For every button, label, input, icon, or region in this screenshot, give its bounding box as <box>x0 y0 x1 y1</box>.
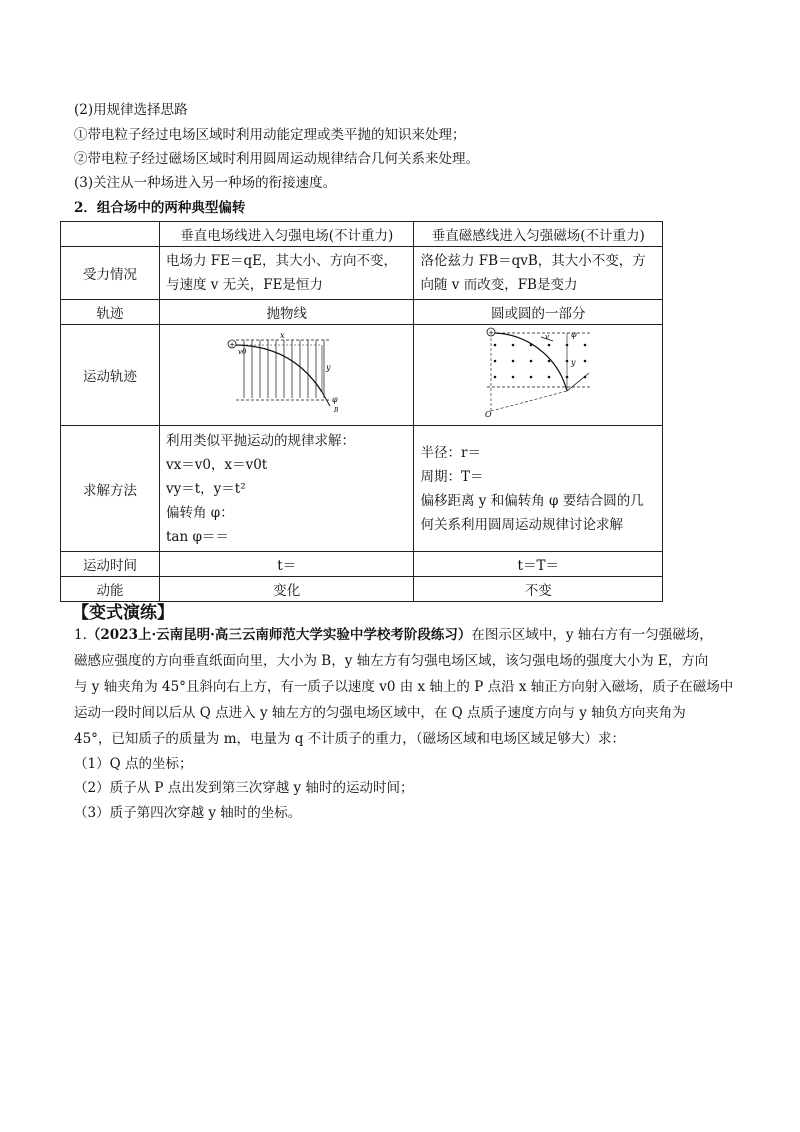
method-electric-line-3: vy＝t，y＝t² <box>166 480 246 497</box>
table-row <box>61 325 663 426</box>
table-row <box>61 552 663 577</box>
v0-label: v0 <box>237 348 247 356</box>
table-row <box>61 426 663 552</box>
question-1: （1）Q 点的坐标； <box>74 756 193 772</box>
force-magnetic-line-1: 洛伦兹力 FB＝qvB，其大小不变，方 <box>420 253 646 269</box>
force-magnetic-line-2: 向随 v 而改变，FB是变力 <box>420 277 578 293</box>
intro-line-2: ①带电粒子经过电场区域时利用动能定理或类平抛的知识来处理； <box>74 127 466 143</box>
motion-magnetic-cell <box>414 325 663 426</box>
question-2: （2）质子从 P 点出发到第三次穿越 y 轴时的运动时间； <box>74 780 414 796</box>
force-electric-cell <box>160 247 414 300</box>
section-heading-2: 2．组合场中的两种典型偏转 <box>74 200 246 216</box>
intro-line-4: (3)关注从一种场进入另一种场的衔接速度。 <box>74 175 337 191</box>
charge-plus-label: + <box>488 329 495 337</box>
table-header-row <box>61 222 663 247</box>
phi-label: φ <box>331 395 338 404</box>
method-magnetic-line-4: 何关系利用圆周运动规律讨论求解 <box>420 516 623 533</box>
intro-line-1: (2)用规律选择思路 <box>74 102 188 118</box>
problem-line-3: 与 y 轴夹角为 45°且斜向右上方，有一质子以速度 v0 由 x 轴上的 P 点沿 x 轴正方向射入磁场，质子在磁场中 <box>74 679 734 695</box>
problem-text-1: 在图示区域中，y 轴右方有一匀强磁场， <box>471 627 713 643</box>
y-label: y <box>571 358 576 367</box>
table-row <box>61 300 663 325</box>
phi-label: φ <box>571 330 577 339</box>
method-electric-cell <box>160 426 414 552</box>
force-electric-line-2: 与速度 v 无关，FE是恒力 <box>166 277 323 293</box>
magnetic-deflection-diagram <box>473 327 603 419</box>
time-magnetic: t＝T＝ <box>414 552 663 577</box>
problem-paragraph <box>74 622 734 752</box>
energy-magnetic: 不变 <box>414 577 663 602</box>
energy-electric: 变化 <box>160 577 414 602</box>
method-magnetic-cell <box>414 426 663 552</box>
problem-number: 1. <box>74 627 87 643</box>
electric-deflection-diagram <box>222 330 352 416</box>
problem-line-1 <box>74 622 734 648</box>
method-magnetic-line-2: 周期：T＝ <box>420 468 484 485</box>
question-3: （3）质子第四次穿越 y 轴时的坐标。 <box>74 805 302 821</box>
method-electric-line-4: 偏转角 φ： <box>166 504 234 521</box>
o-label: O <box>485 410 492 419</box>
method-electric-line-5: tan φ＝＝ <box>166 528 229 545</box>
motion-electric-cell <box>160 325 414 426</box>
force-electric-line-1: 电场力 FE＝qE，其大小、方向不变， <box>166 253 398 269</box>
charge-plus-label: + <box>228 341 235 349</box>
comparison-table <box>60 221 663 602</box>
problem-line-2: 磁感应强度的方向垂直纸面向里，大小为 B，y 轴左方有匀强电场区域，该匀强电场的强度大小为 E，方向 <box>74 653 709 669</box>
b-label: B <box>333 407 339 414</box>
v-label: v <box>545 333 550 341</box>
method-magnetic-line-1: 半径：r＝ <box>420 444 481 461</box>
row-label-motion: 运动轨迹 <box>61 325 160 426</box>
table-row <box>61 247 663 300</box>
method-electric-line-1: 利用类似平抛运动的规律求解： <box>166 432 355 449</box>
header-magnetic: 垂直磁感线进入匀强磁场(不计重力) <box>414 222 663 247</box>
problem-source: （2023上·云南昆明·高三云南师范大学实验中学校考阶段练习） <box>86 627 472 643</box>
row-label-path: 轨迹 <box>61 300 160 325</box>
practice-section-title: 【变式演练】 <box>72 603 174 623</box>
force-magnetic-cell <box>414 247 663 300</box>
time-electric: t＝ <box>160 552 414 577</box>
path-electric: 抛物线 <box>160 300 414 325</box>
problem-line-4: 运动一段时间以后从 Q 点进入 y 轴左方的匀强电场区域中，在 Q 点质子速度方向与 y 轴负方向夹角为 <box>74 705 686 721</box>
method-electric-line-2: vx＝v0，x＝v0t <box>166 456 268 473</box>
path-magnetic: 圆或圆的一部分 <box>414 300 663 325</box>
problem-line-5: 45°，已知质子的质量为 m，电量为 q 不计质子的重力，（磁场区域和电场区域足够大）求： <box>74 731 625 747</box>
table-corner-cell <box>61 222 160 247</box>
row-label-method: 求解方法 <box>61 426 160 552</box>
row-label-energy: 动能 <box>61 577 160 602</box>
method-magnetic-line-3: 偏移距离 y 和偏转角 φ 要结合圆的几 <box>420 492 644 509</box>
row-label-force: 受力情况 <box>61 247 160 300</box>
intro-line-3: ②带电粒子经过磁场区域时利用圆周运动规律结合几何关系来处理。 <box>74 151 479 167</box>
y-label: y <box>325 363 331 372</box>
x-label: x <box>279 331 285 340</box>
row-label-time: 运动时间 <box>61 552 160 577</box>
header-electric: 垂直电场线进入匀强电场(不计重力) <box>160 222 414 247</box>
